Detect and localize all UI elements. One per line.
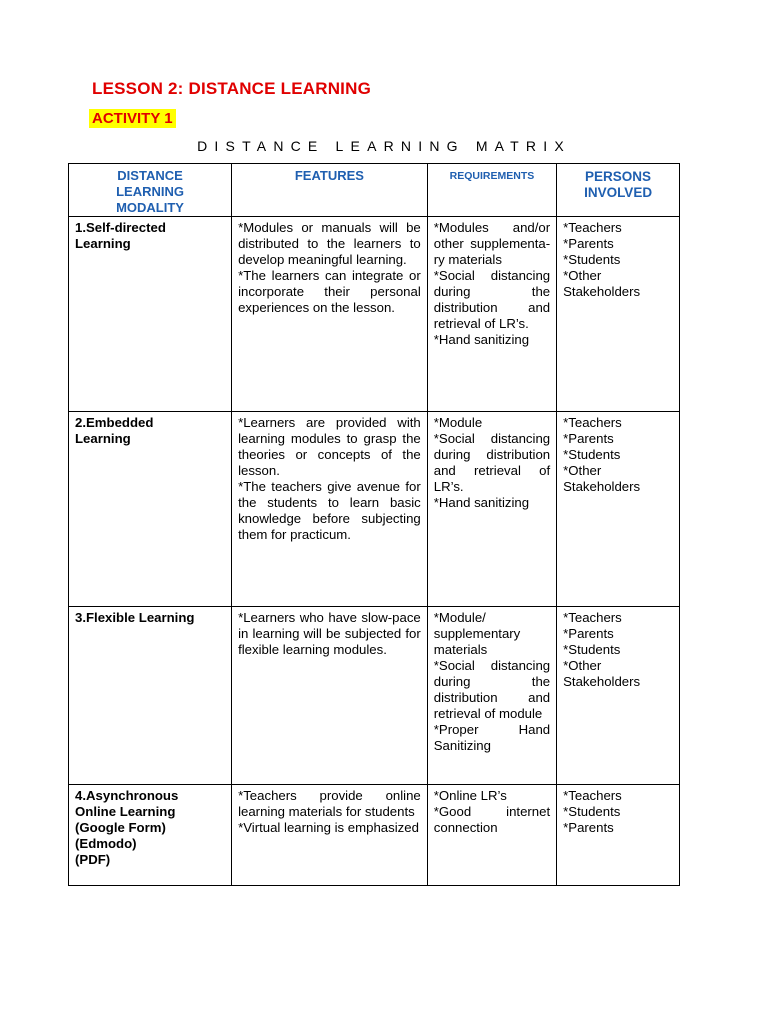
header-features: FEATURES — [232, 164, 428, 217]
requirements-cell — [427, 607, 556, 785]
header-modality-line: DISTANCE — [117, 168, 183, 183]
table-row — [69, 607, 680, 785]
feature-item: *The teachers give avenue for the students to learn basic knowledge before subjecting them for practicum. — [238, 479, 421, 542]
header-requirements: REQUIREMENTS — [427, 164, 556, 217]
person-item: *Teachers — [563, 415, 622, 430]
table-header-row — [69, 164, 680, 217]
activity-label: ACTIVITY 1 — [89, 109, 176, 128]
header-persons-line: INVOLVED — [584, 185, 653, 200]
person-item: *Parents — [563, 820, 614, 835]
modality-line: Learning — [75, 236, 131, 251]
distance-learning-matrix-table — [68, 163, 680, 886]
modality-line: 4.Asynchronous — [75, 788, 179, 803]
requirements-cell — [427, 412, 556, 607]
modality-line: 1.Self-directed — [75, 220, 166, 235]
header-modality-line: MODALITY — [116, 200, 184, 215]
requirement-item: *Hand sanitizing — [433, 332, 530, 347]
requirements-cell — [427, 785, 556, 886]
persons-cell — [557, 217, 680, 412]
person-item: *Other Stakeholders — [563, 268, 641, 299]
person-item: *Other Stakeholders — [563, 463, 641, 494]
features-cell — [232, 217, 428, 412]
header-persons-line: PERSONS — [585, 169, 652, 184]
table-row — [69, 412, 680, 607]
modality-line: Learning — [75, 431, 131, 446]
persons-cell — [557, 785, 680, 886]
modality-cell — [69, 217, 232, 412]
feature-item: *Teachers provide online learning materials for students — [238, 788, 421, 819]
person-item: *Other Stakeholders — [563, 658, 641, 689]
person-item: *Parents — [563, 236, 614, 251]
header-modality-line: LEARNING — [116, 184, 184, 199]
requirement-item: *Module/ supplementary materials — [433, 610, 521, 657]
features-cell — [232, 412, 428, 607]
table-row — [69, 785, 680, 886]
features-cell — [232, 607, 428, 785]
features-cell — [232, 785, 428, 886]
requirement-item: *Hand sanitizing — [433, 495, 530, 510]
requirement-item: *Modules and/or other supplementa-ry materials — [433, 220, 551, 267]
requirements-cell — [427, 217, 556, 412]
table-row — [69, 217, 680, 412]
modality-line: 3.Flexible Learning — [75, 610, 195, 625]
feature-item: *Modules or manuals will be distributed to the learners to develop meaningful learning. — [238, 220, 421, 267]
requirement-item: *Online LR’s — [433, 788, 507, 803]
person-item: *Teachers — [563, 220, 622, 235]
requirement-item: *Good internet connection — [433, 804, 551, 835]
person-item: *Parents — [563, 431, 614, 446]
requirement-item: *Social distancing during the distribution and retrieval of LR’s. — [433, 268, 551, 331]
modality-cell — [69, 785, 232, 886]
requirement-item: *Proper Hand Sanitizing — [433, 722, 551, 753]
person-item: *Students — [563, 447, 621, 462]
persons-cell — [557, 607, 680, 785]
modality-cell — [69, 607, 232, 785]
person-item: *Students — [563, 804, 621, 819]
feature-item: *The learners can integrate or incorporate their personal experiences on the lesson. — [238, 268, 421, 315]
feature-item: *Learners are provided with learning modules to grasp the theories or concepts of the lesson. — [238, 415, 421, 478]
person-item: *Teachers — [563, 788, 622, 803]
persons-cell — [557, 412, 680, 607]
header-persons — [557, 164, 680, 217]
requirement-item: *Social distancing during distribution and retrieval of LR’s. — [433, 431, 551, 494]
requirement-item: *Module — [433, 415, 483, 430]
modality-line: (Edmodo) — [75, 836, 137, 851]
modality-line: Online Learning — [75, 804, 176, 819]
matrix-title: DISTANCE LEARNING MATRIX — [197, 138, 571, 154]
modality-line: 2.Embedded — [75, 415, 154, 430]
person-item: *Teachers — [563, 610, 622, 625]
modality-line: (PDF) — [75, 852, 111, 867]
requirement-item: *Social distancing during the distribution and retrieval of module — [433, 658, 551, 721]
person-item: *Students — [563, 642, 621, 657]
feature-item: *Learners who have slow-pace in learning will be subjected for flexible learning modules. — [238, 610, 421, 657]
feature-item: *Virtual learning is emphasized — [238, 820, 419, 835]
lesson-title: LESSON 2: DISTANCE LEARNING — [92, 79, 371, 98]
person-item: *Students — [563, 252, 621, 267]
header-modality — [69, 164, 232, 217]
modality-cell — [69, 412, 232, 607]
modality-line: (Google Form) — [75, 820, 166, 835]
person-item: *Parents — [563, 626, 614, 641]
